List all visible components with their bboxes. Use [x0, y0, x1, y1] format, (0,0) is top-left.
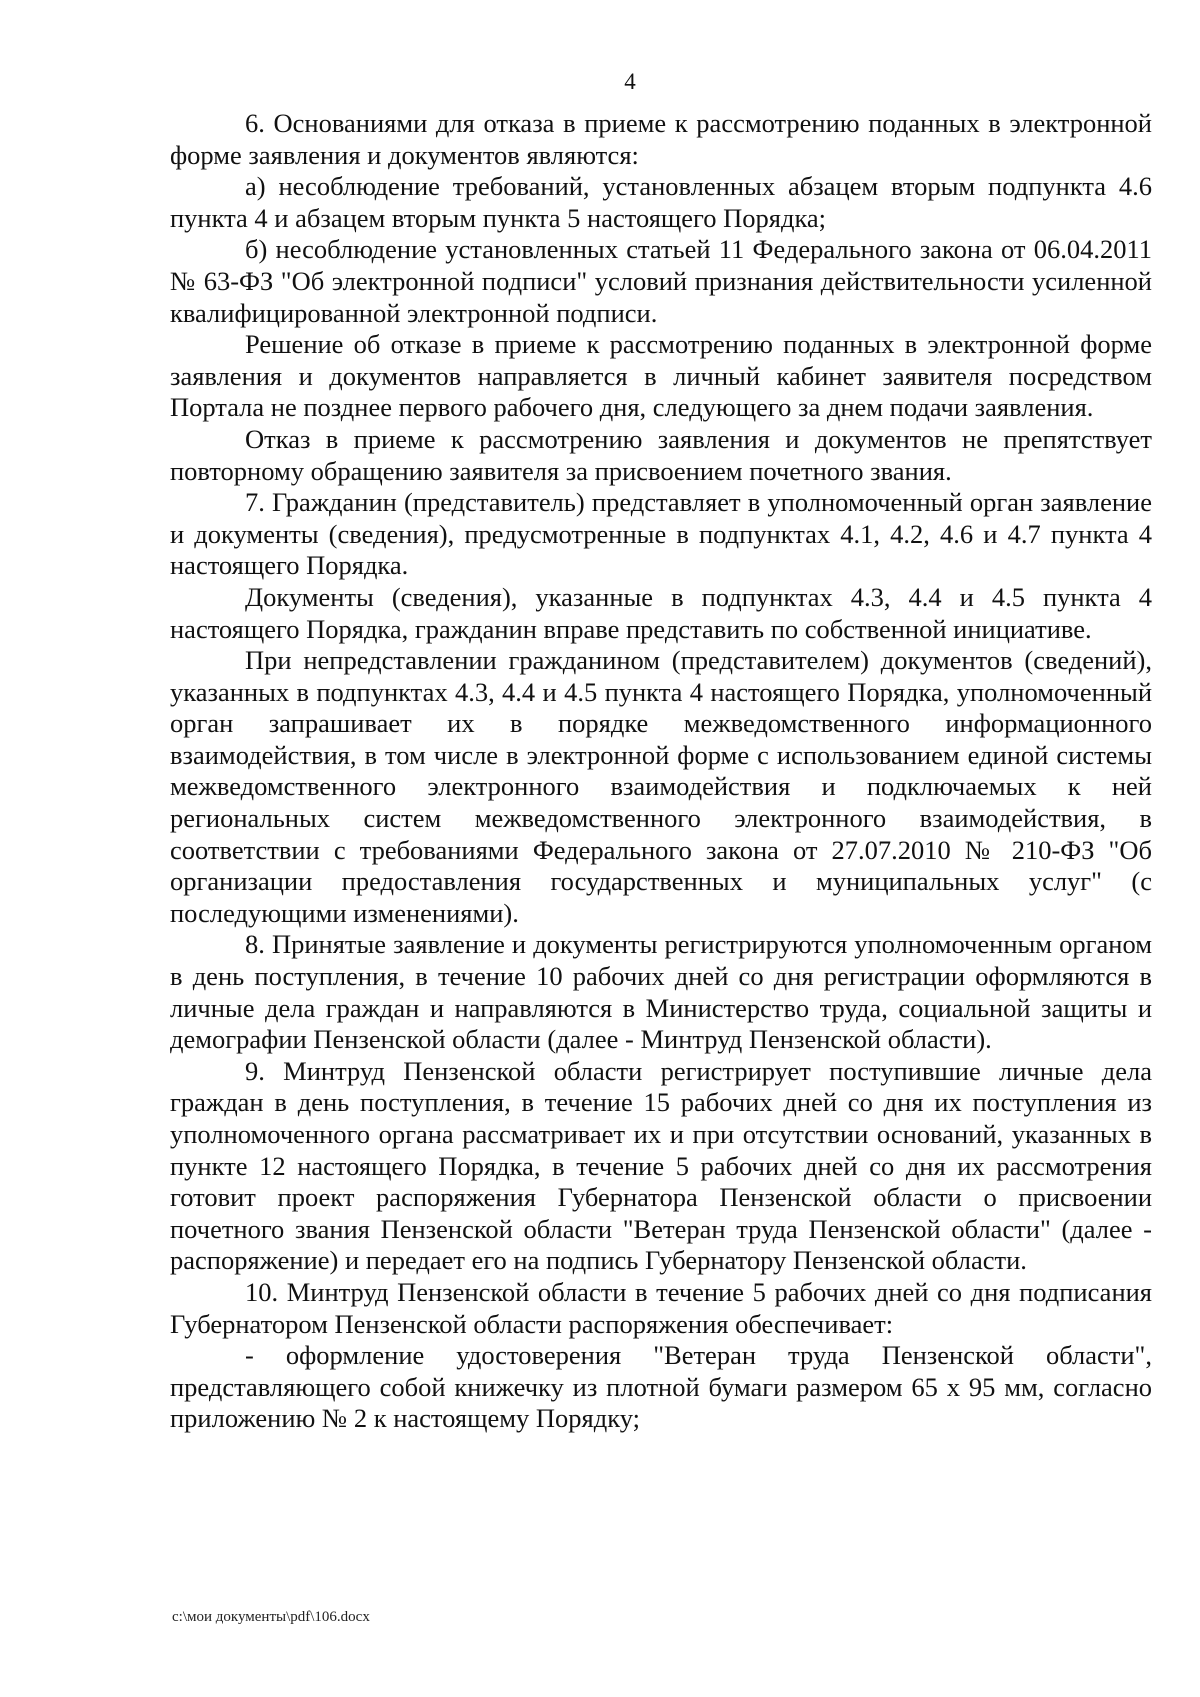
paragraph-6a: а) несоблюдение требований, установленных абзацем вторым подпункта 4.6 пункта 4 и абзацем вторым пункта 5 настоящего Порядка; [170, 171, 1152, 233]
page-number: 4 [624, 69, 636, 94]
paragraph-8-registration: 8. Принятые заявление и документы регистрируются уполномоченным органом в день поступления, в течение 10 рабочих дней со дня регистрации оформляются в личные дела граждан и направляются в Министерство труда, социальной защиты и демографии Пензенской области (далее - Минтруд Пензенской области). [170, 929, 1152, 1055]
paragraph-10-ministry-provides: 10. Минтруд Пензенской области в течение 5 рабочих дней со дня подписания Губернатором Пензенской области распоряжения обеспечивает: [170, 1276, 1152, 1339]
paragraph-6b: б) несоблюдение установленных статьей 11 Федерального закона от 06.04.2011 № 63-ФЗ "Об электронной подписи" условий признания действительности усиленной квалифицированной электронной подписи. [170, 234, 1152, 328]
paragraph-6-grounds-for-refusal: 6. Основаниями для отказа в приеме к рассмотрению поданных в электронной форме заявления и документов являются: [170, 108, 1152, 170]
document-body [170, 108, 1152, 1435]
paragraph-refusal-no-obstacle: Отказ в приеме к рассмотрению заявления и документов не препятствует повторному обращению заявителя за присвоением почетного звания. [170, 423, 1152, 486]
paragraph-10-certificate: - оформление удостоверения "Ветеран труда Пензенской области", представляющего собой книжечку из плотной бумаги размером 65 х 95 мм, согласно приложению № 2 к настоящему Порядку; [170, 1340, 1152, 1434]
footer-file-path: c:\мои документы\pdf\106.docx [172, 1609, 370, 1625]
paragraph-7-optional-documents: Документы (сведения), указанные в подпунктах 4.3, 4.4 и 4.5 пункта 4 настоящего Порядка, гражданин вправе представить по собственной инициативе. [170, 581, 1152, 644]
paragraph-9-ministry-review: 9. Минтруд Пензенской области регистрирует поступившие личные дела граждан в день поступления, в течение 15 рабочих дней со дня их поступления из уполномоченного органа рассматривает их и при отсутствии оснований, указанных в пункте 12 настоящего Порядка, в течение 5 рабочих дней со дня их рассмотрения готовит проект распоряжения Губернатора Пензенской области о присвоении почетного звания Пензенской области "Ветеран труда Пензенской области" (далее - распоряжение) и передает его на подпись Губернатору Пензенской области. [170, 1055, 1152, 1276]
paragraph-7-submission: 7. Гражданин (представитель) представляет в уполномоченный орган заявление и документы (сведения), предусмотренные в подпунктах 4.1, 4.2, 4.6 и 4.7 пункта 4 настоящего Порядка. [170, 487, 1152, 581]
paragraph-refusal-decision: Решение об отказе в приеме к рассмотрению поданных в электронной форме заявления и документов направляется в личный кабинет заявителя посредством Портала не позднее первого рабочего дня, следующего за днем подачи заявления. [170, 329, 1152, 423]
paragraph-7-interagency-request: При непредставлении гражданином (представителем) документов (сведений), указанных в подпунктах 4.3, 4.4 и 4.5 пункта 4 настоящего Порядка, уполномоченный орган запрашивает их в порядке межведомственного информационного взаимодействия, в том числе в электронной форме с использованием единой системы межведомственного электронного взаимодействия и подключаемых к ней региональных систем межведомственного электронного взаимодействия, в соответствии с требованиями Федерального закона от 27.07.2010 № 210-ФЗ "Об организации предоставления государственных и муниципальных услуг" (с последующими изменениями). [170, 645, 1152, 928]
